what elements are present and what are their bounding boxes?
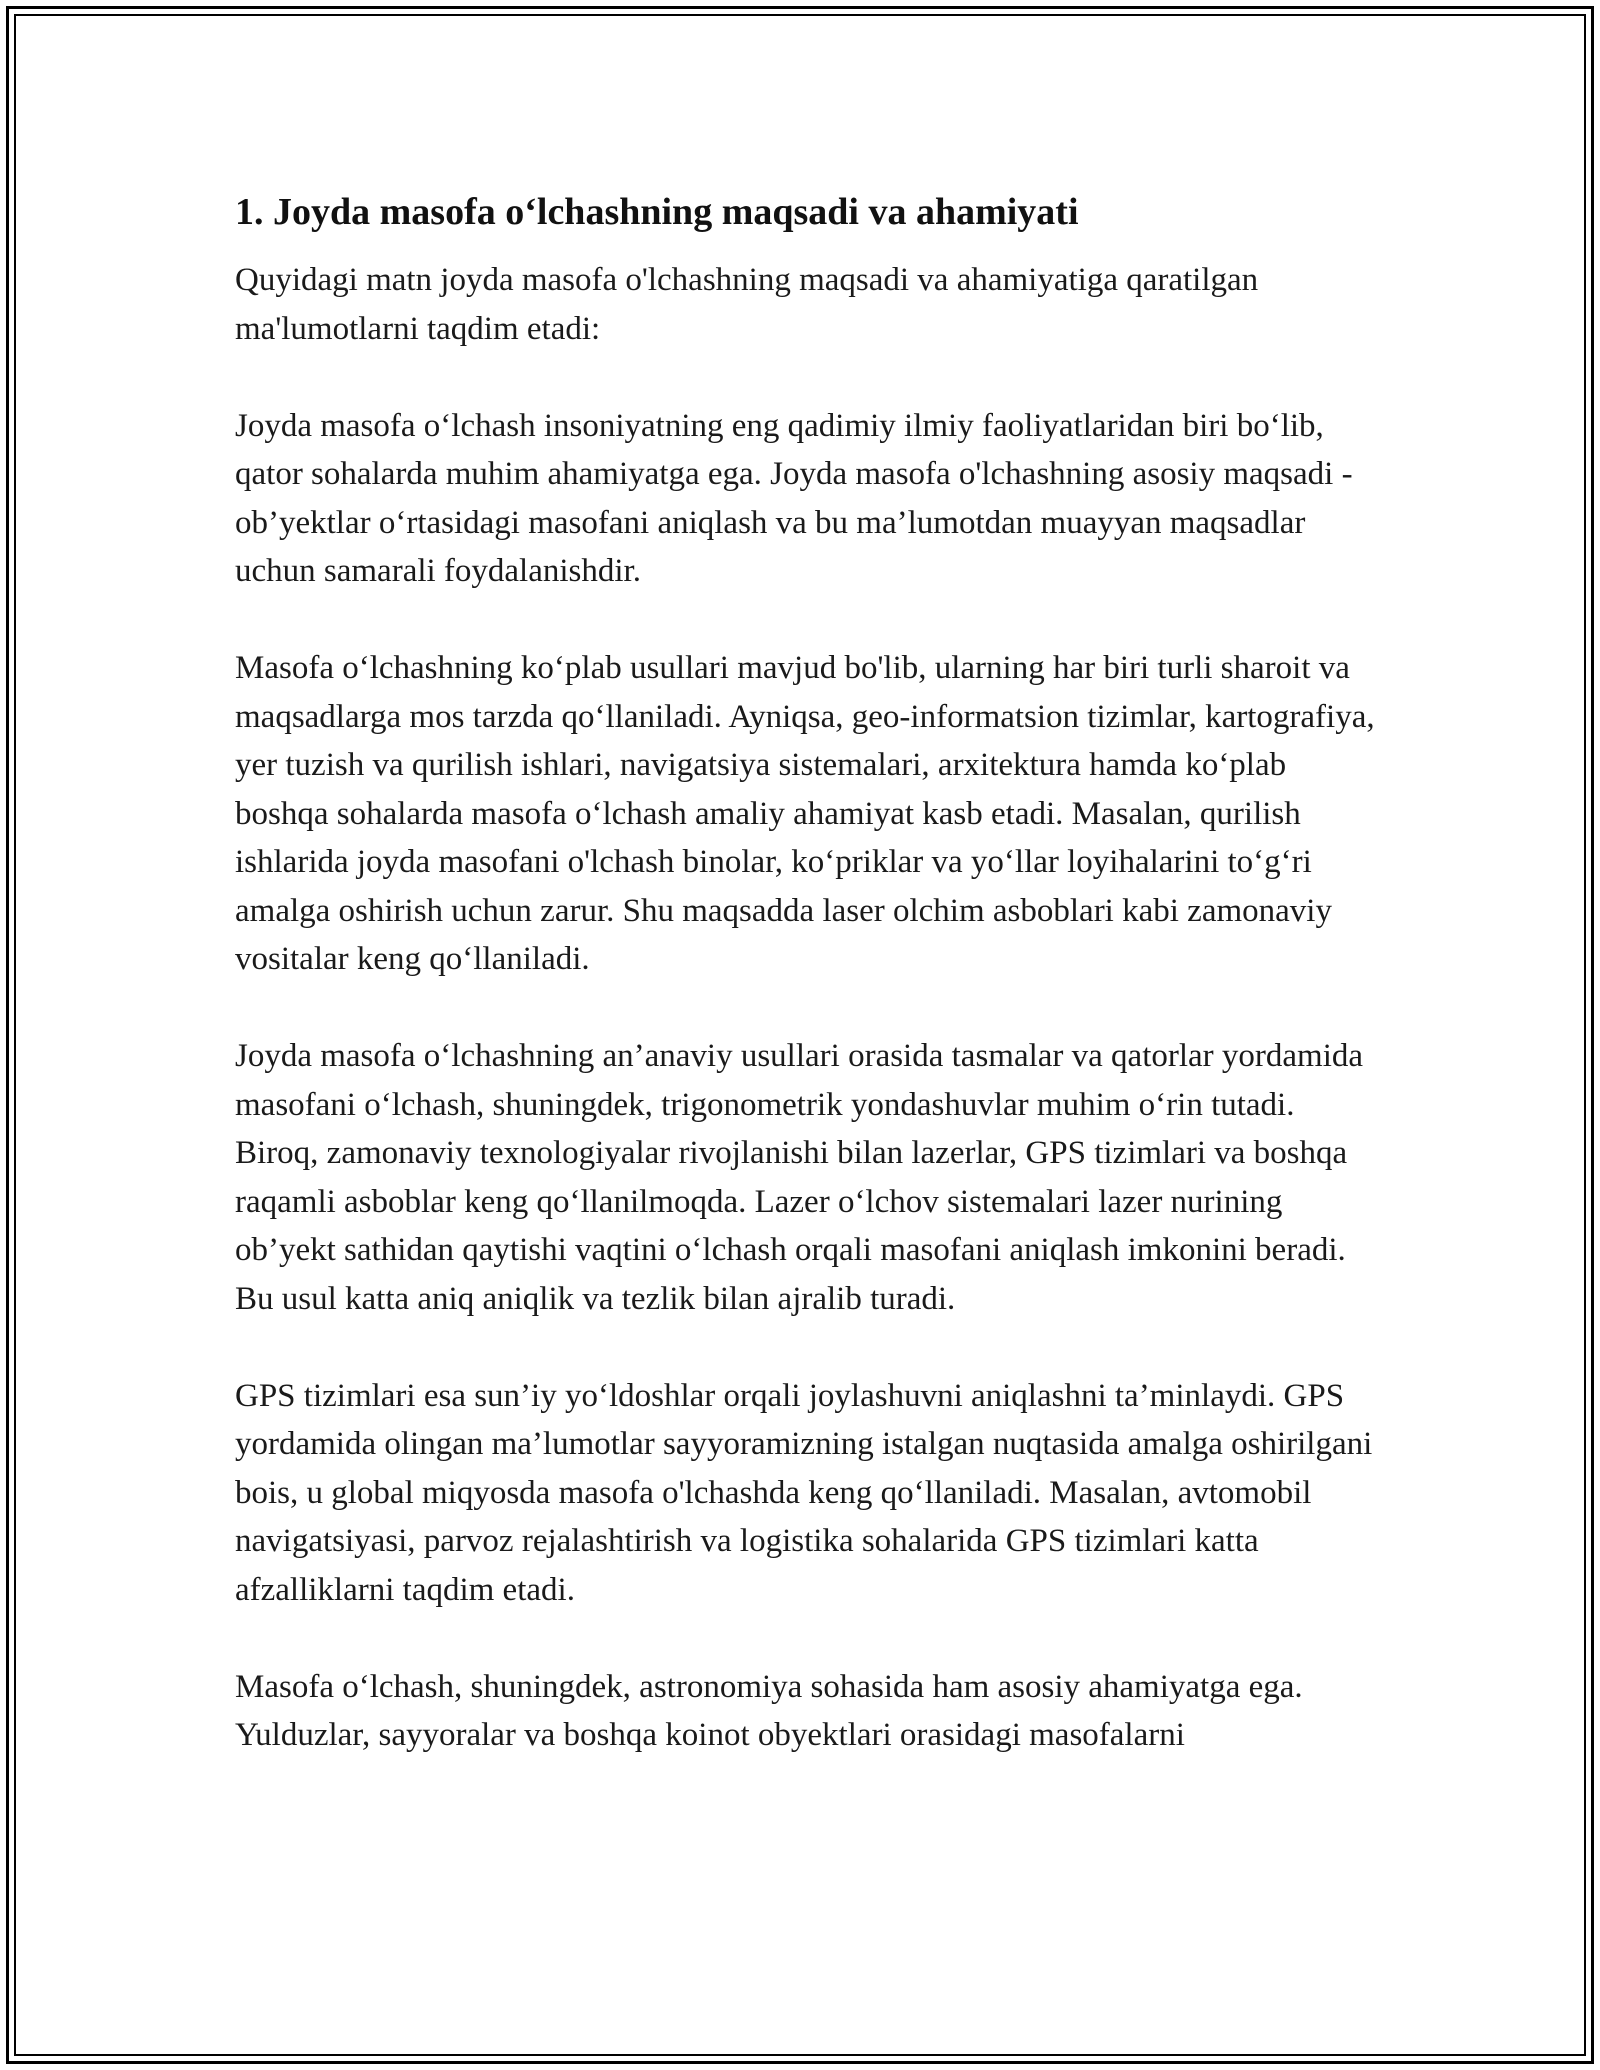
document-body xyxy=(235,186,1375,1808)
paragraph-astronomy: Masofa o‘lchash, shuningdek, astronomiya sohasida ham asosiy ahamiyatga ega. Yulduzlar, sayyoralar va boshqa koinot obyektlari orasidagi masofalarni xyxy=(235,1668,1303,1753)
paragraph-intro: Quyidagi matn joyda masofa o'lchashning maqsadi va ahamiyatiga qaratilgan ma'lumotlarni taqdim etadi: xyxy=(235,262,1259,347)
paragraph-gps: GPS tizimlari esa sun’iy yo‘ldoshlar orqali joylashuvni aniqlashni ta’minlaydi. GPS yordamida olingan ma’lumotlar sayyoramizning istalgan nuqtasida amalga oshirilgani bois, u global miqyosda masofa o'lchashda keng qo‘llaniladi. Masalan, avtomobil navigatsiyasi, parvoz rejalashtirish va logistika sohalarida GPS tizimlari katta afzalliklarni taqdim etadi. xyxy=(235,1377,1373,1608)
paragraph-purpose: Joyda masofa o‘lchash insoniyatning eng qadimiy ilmiy faoliyatlaridan biri bo‘lib, qator sohalarda muhim ahamiyatga ega. Joyda masofa o'lchashning asosiy maqsadi - ob’yektlar o‘rtasidagi masofani aniqlash va bu ma’lumotdan muayyan maqsadlar uchun samarali foydalanishdir. xyxy=(235,407,1353,589)
paragraph-methods: Masofa o‘lchashning ko‘plab usullari mavjud bo'lib, ularning har biri turli sharoit va maqsadlarga mos tarzda qo‘llaniladi. Ayniqsa, geo-informatsion tizimlar, kartografiya, yer tuzish va qurilish ishlari, navigatsiya sistemalari, arxitektura hamda ko‘plab boshqa sohalarda masofa o‘lchash amaliy ahamiyat kasb etadi. Masalan, qurilish ishlarida joyda masofani o'lchash binolar, ko‘priklar va yo‘llar loyihalarini to‘g‘ri amalga oshirish uchun zarur. Shu maqsadda laser olchim asboblari kabi zamonaviy vositalar keng qo‘llaniladi. xyxy=(235,650,1375,977)
section-heading: 1. Joyda masofa o‘lchashning maqsadi va ahamiyati xyxy=(235,191,1079,233)
paragraph-traditional-methods: Joyda masofa o‘lchashning an’anaviy usullari orasida tasmalar va qatorlar yordamida masofani o‘lchash, shuningdek, trigonometrik yondashuvlar muhim o‘rin tutadi. Biroq, zamonaviy texnologiyalar rivojlanishi bilan lazerlar, GPS tizimlari va boshqa raqamli asboblar keng qo‘llanilmoqda. Lazer o‘lchov sistemalari lazer nurining ob’yekt sathidan qaytishi vaqtini o‘lchash orqali masofani aniqlash imkonini beradi. Bu usul katta aniq aniqlik va tezlik bilan ajralib turadi. xyxy=(235,1038,1364,1317)
